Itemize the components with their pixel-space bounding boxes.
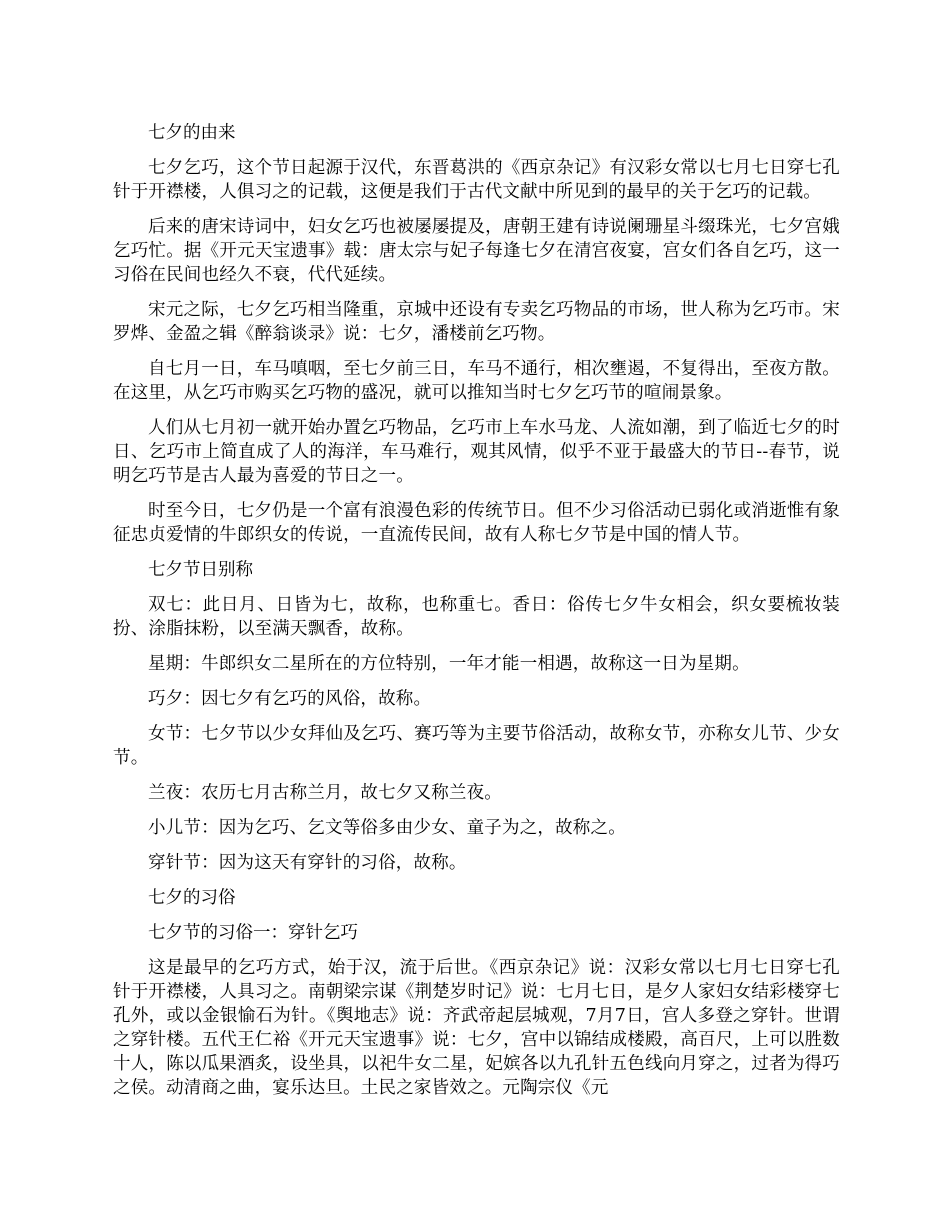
section-heading-alias: 七夕节日别称 <box>148 560 253 580</box>
document-page <box>113 121 840 1111</box>
section-heading-origin: 七夕的由来 <box>148 123 236 143</box>
subsection-heading-custom-one: 七夕节的习俗一：穿针乞巧 <box>148 923 358 943</box>
paragraph: 女节：七夕节以少女拜仙及乞巧、赛巧等为主要节俗活动，故称女节，亦称女儿节、少女节。 <box>113 724 840 768</box>
paragraph: 时至今日，七夕仍是一个富有浪漫色彩的传统节日。但不少习俗活动已弱化或消逝惟有象征忠贞爱情的牛郎织女的传说，一直流传民间，故有人称七夕节是中国的情人节。 <box>113 501 840 545</box>
paragraph: 人们从七月初一就开始办置乞巧物品，乞巧市上车水马龙、人流如潮，到了临近七夕的时日、乞巧市上简直成了人的海洋，车马难行，观其风情，似乎不亚于最盛大的节日--春节，说明乞巧节是古人最为喜爱的节日之一。 <box>113 418 840 486</box>
paragraph: 穿针节：因为这天有穿针的习俗，故称。 <box>148 853 467 873</box>
paragraph: 自七月一日，车马嗔咽，至七夕前三日，车马不通行，相次壅遏，不复得出，至夜方散。在这里，从乞巧市购买乞巧物的盛况，就可以推知当时七夕乞巧节的喧闹景象。 <box>113 359 840 403</box>
paragraph: 兰夜：农历七月古称兰月，故七夕又称兰夜。 <box>148 783 502 803</box>
paragraph: 小儿节：因为乞巧、乞文等俗多由少女、童子为之，故称之。 <box>148 818 626 838</box>
paragraph: 七夕乞巧，这个节日起源于汉代，东晋葛洪的《西京杂记》有汉彩女常以七月七日穿七孔针于开襟楼，人俱习之的记载，这便是我们于古代文献中所见到的最早的关于乞巧的记载。 <box>113 158 840 202</box>
paragraph: 这是最早的乞巧方式，始于汉，流于后世。《西京杂记》说：汉彩女常以七月七日穿七孔针于开襟楼，人具习之。南朝梁宗谋《荆楚岁时记》说：七月七日，是夕人家妇女结彩楼穿七孔外，或以金银愉石为针。《舆地志》说：齐武帝起层城观，7月7日，宫人多登之穿针。世谓之穿针楼。五代王仁裕《开元天宝遗事》说：七夕，宫中以锦结成楼殿，高百尺，上可以胜数十人，陈以瓜果酒炙，设坐具，以祀牛女二星，妃嫔各以九孔针五色线向月穿之，过者为得巧之侯。动清商之曲，宴乐达旦。土民之家皆效之。元陶宗仪《元 <box>113 958 840 1098</box>
section-heading-customs: 七夕的习俗 <box>148 888 236 908</box>
paragraph: 巧夕：因七夕有乞巧的风俗，故称。 <box>148 689 432 709</box>
paragraph: 宋元之际，七夕乞巧相当隆重，京城中还设有专卖乞巧物品的市场，世人称为乞巧市。宋罗烨、金盈之辑《醉翁谈录》说：七夕，潘楼前乞巧物。 <box>113 300 840 344</box>
paragraph: 星期：牛郎织女二星所在的方位特别，一年才能一相遇，故称这一日为星期。 <box>148 654 750 674</box>
paragraph: 双七：此日月、日皆为七，故称，也称重七。香日：俗传七夕牛女相会，织女要梳妆装扮、涂脂抹粉，以至满天飘香，故称。 <box>113 595 840 639</box>
paragraph: 后来的唐宋诗词中，妇女乞巧也被屡屡提及，唐朝王建有诗说阑珊星斗缀珠光，七夕宫娥乞巧忙。据《开元天宝遗事》载：唐太宗与妃子每逢七夕在清宫夜宴，宫女们各自乞巧，这一习俗在民间也经久不衰，代代延续。 <box>113 217 840 285</box>
